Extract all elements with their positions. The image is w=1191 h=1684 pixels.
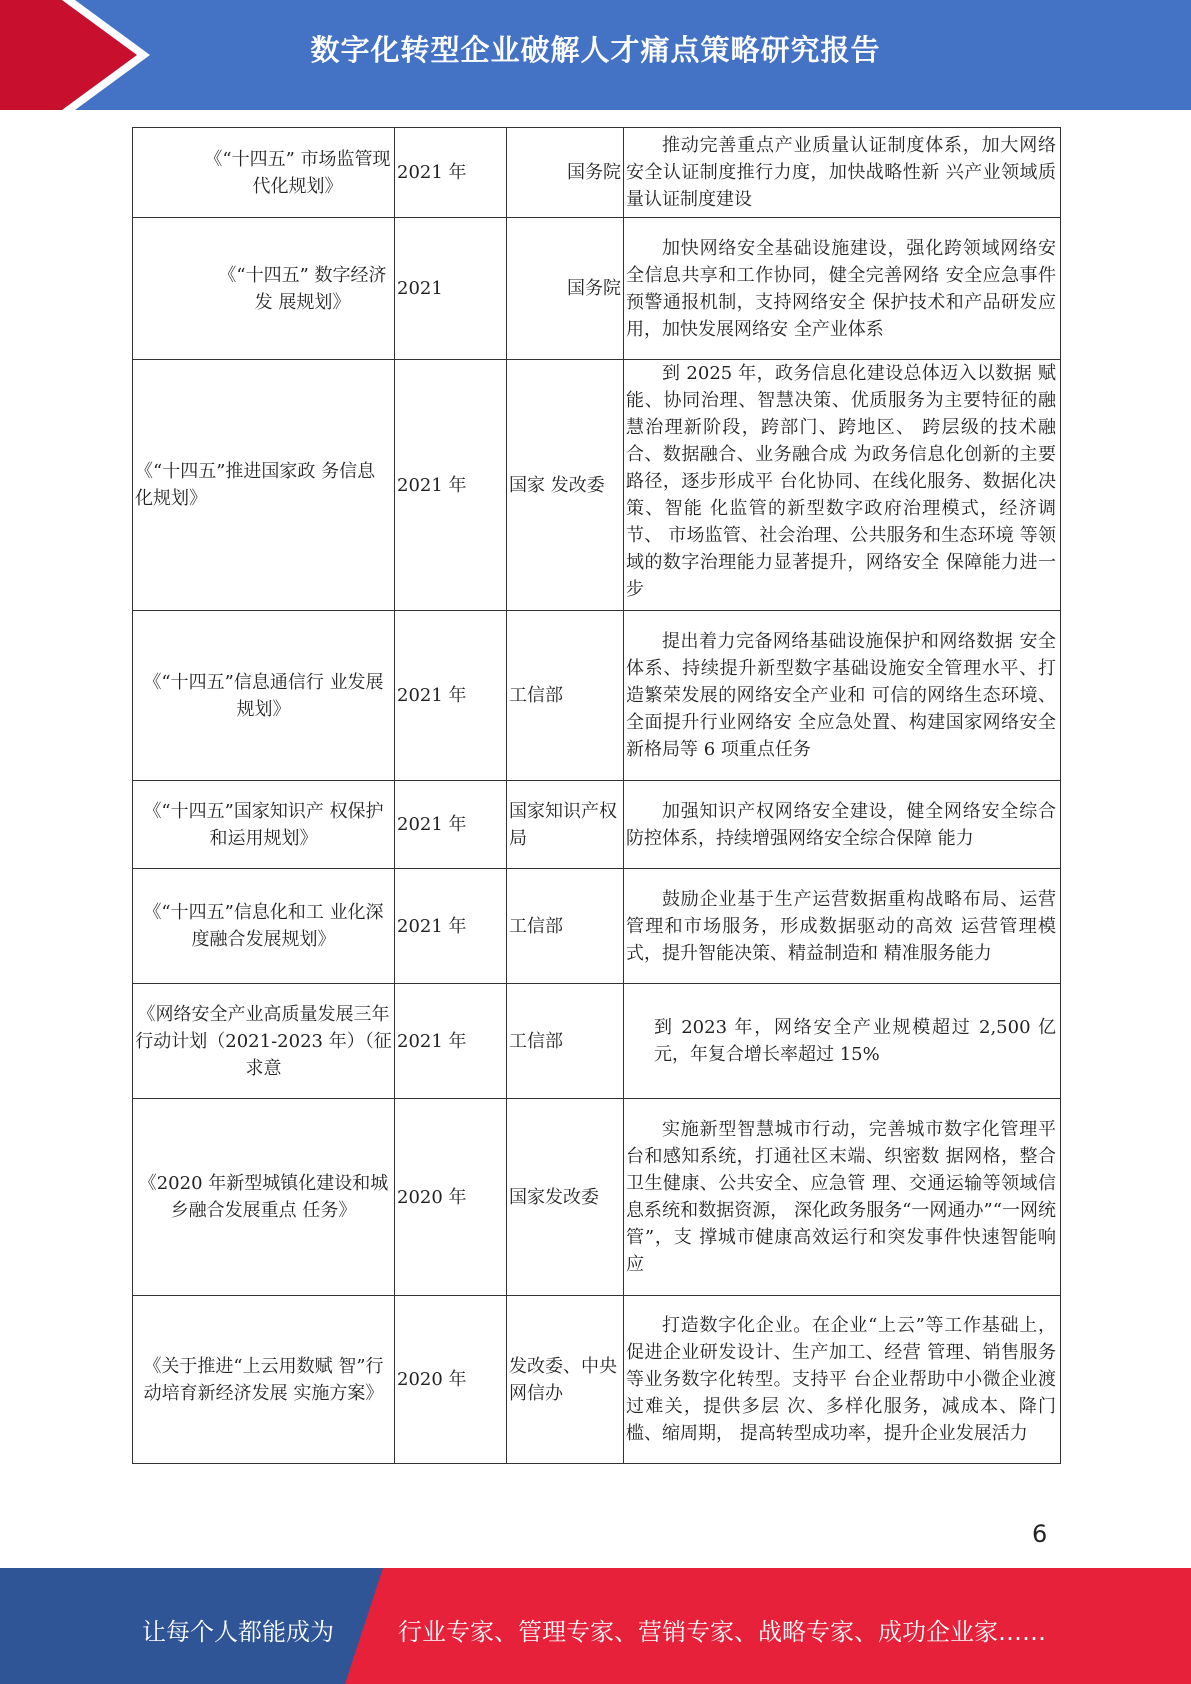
policy-content: 打造数字化企业。在企业“上云”等工作基础上，促进企业研发设计、生产加工、经营 管理、销售服务等业务数字化转型。支持平 台企业帮助中小微企业渡过难关，提供多层 次、多样化服务，减成本、降门槛、缩周期， 提高转型成功率，提升企业发展活力 — [624, 1296, 1061, 1464]
table-row — [133, 1296, 1061, 1464]
page-number: 6 — [1032, 1520, 1048, 1548]
policy-name: 《2020 年新型城镇化建设和城乡融合发展重点 任务》 — [133, 1099, 395, 1296]
policy-name: 《“十四五”信息通信行 业发展规划》 — [133, 611, 395, 781]
policy-year: 2021 年 — [395, 781, 507, 869]
policy-year: 2021 年 — [395, 611, 507, 781]
table-row — [133, 218, 1061, 360]
page-footer — [0, 1568, 1191, 1684]
report-title: 数字化转型企业破解人才痛点策略研究报告 — [310, 33, 881, 67]
policy-name: 《“十四五”推进国家政 务信息化规划》 — [133, 360, 395, 611]
policy-content: 加快网络安全基础设施建设，强化跨领域网络安全信息共享和工作协同，健全完善网络 安全应急事件预警通报机制，支持网络安全 保护技术和产品研发应用，加快发展网络安 全产业体系 — [624, 218, 1061, 360]
policy-content: 到 2023 年，网络安全产业规模超过 2,500 亿元，年复合增长率超过 15% — [624, 984, 1061, 1099]
policy-org: 工信部 — [507, 984, 624, 1099]
policy-name: 《“十四五” 市场监管现 代化规划》 — [133, 128, 395, 218]
policy-content: 提出着力完备网络基础设施保护和网络数据 安全体系、持续提升新型数字基础设施安全管理水平、打造繁荣发展的网络安全产业和 可信的网络生态环境、全面提升行业网络安 全应急处置、构建国家网络安全新格局等 6 项重点任务 — [624, 611, 1061, 781]
footer-slogan-left: 让每个人都能成为 — [142, 1618, 334, 1646]
table-row — [133, 611, 1061, 781]
policy-content: 推动完善重点产业质量认证制度体系，加大网络安全认证制度推行力度，加快战略性新 兴产业领域质量认证制度建设 — [624, 128, 1061, 218]
table-row — [133, 360, 1061, 611]
table-row — [133, 984, 1061, 1099]
policy-name: 《“十四五” 数字经济发 展规划》 — [133, 218, 395, 360]
policy-year: 2021 年 — [395, 869, 507, 984]
policy-year: 2021 — [395, 218, 507, 360]
policy-year: 2021 年 — [395, 984, 507, 1099]
table-row — [133, 781, 1061, 869]
policy-org: 国家 发改委 — [507, 360, 624, 611]
policy-year: 2020 年 — [395, 1099, 507, 1296]
policy-year: 2020 年 — [395, 1296, 507, 1464]
policy-content: 鼓励企业基于生产运营数据重构战略布局、运营管理和市场服务，形成数据驱动的高效 运营管理模式，提升智能决策、精益制造和 精准服务能力 — [624, 869, 1061, 984]
table-row — [133, 128, 1061, 218]
policy-org: 国家发改委 — [507, 1099, 624, 1296]
policy-name: 《“十四五”国家知识产 权保护和运用规划》 — [133, 781, 395, 869]
policy-org: 国家知识产权局 — [507, 781, 624, 869]
policy-org: 工信部 — [507, 869, 624, 984]
table-row — [133, 1099, 1061, 1296]
table-row — [133, 869, 1061, 984]
policy-year: 2021 年 — [395, 360, 507, 611]
policy-content: 实施新型智慧城市行动，完善城市数字化管理平台和感知系统，打通社区末端、织密数 据网格，整合卫生健康、公共安全、应急管 理、交通运输等领域信息系统和数据资源， 深化政务服务“一网通办”“一网统管”，支 撑城市健康高效运行和突发事件快速智能响 应 — [624, 1099, 1061, 1296]
policy-table — [132, 127, 1061, 1464]
policy-org: 国务院 — [507, 128, 624, 218]
page-header — [0, 0, 1191, 110]
footer-slogan-right: 行业专家、管理专家、营销专家、战略专家、成功企业家…… — [398, 1618, 1046, 1646]
policy-org: 国务院 — [507, 218, 624, 360]
policy-year: 2021 年 — [395, 128, 507, 218]
policy-content: 加强知识产权网络安全建设，健全网络安全综合防控体系，持续增强网络安全综合保障 能力 — [624, 781, 1061, 869]
policy-org: 工信部 — [507, 611, 624, 781]
policy-name: 《“十四五”信息化和工 业化深度融合发展规划》 — [133, 869, 395, 984]
policy-content: 到 2025 年，政务信息化建设总体迈入以数据 赋能、协同治理、智慧决策、优质服务为主要特征的融慧治理新阶段，跨部门、跨地区、 跨层级的技术融合、数据融合、业务融合成 为政务信息化创新的主要路径，逐步形成平 台化协同、在线化服务、数据化决策、智能 化监管的新型数字政府治理模式，经济调节、 市场监管、社会治理、公共服务和生态环境 等领域的数字治理能力显著提升，网络安全 保障能力进一步 — [626, 363, 1056, 600]
policy-name: 《网络安全产业高质量发展三年行动计划（2021-2023 年）（征求意 — [133, 984, 395, 1099]
policy-org: 发改委、中央网信办 — [507, 1296, 624, 1464]
policy-name: 《关于推进“上云用数赋 智”行动培育新经济发展 实施方案》 — [133, 1296, 395, 1464]
